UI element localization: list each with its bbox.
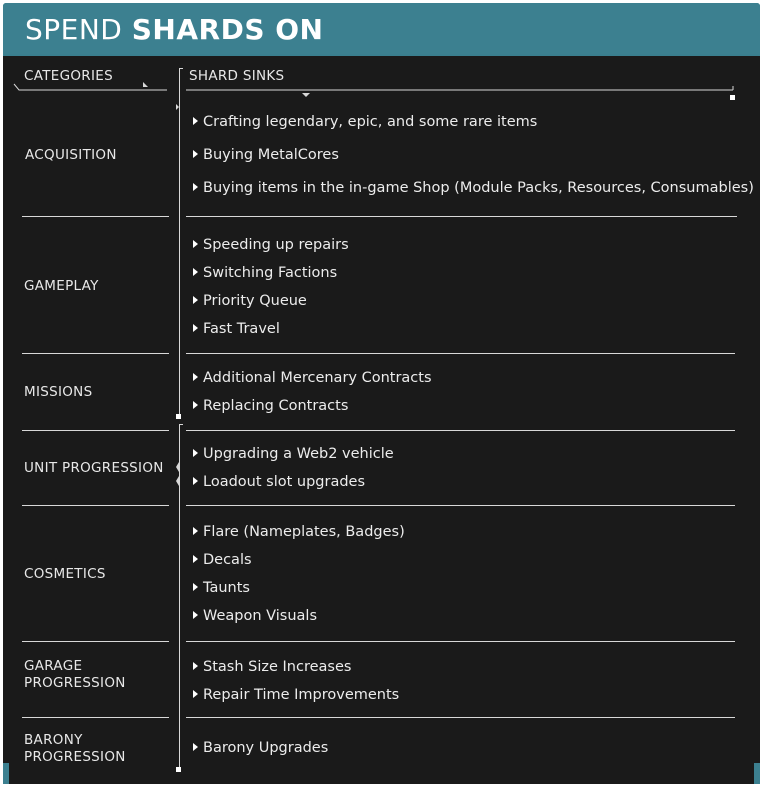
caret-right-icon <box>193 743 198 751</box>
caret-right-icon <box>193 240 198 248</box>
row-divider <box>22 430 169 431</box>
category-unit-progression: UNIT PROGRESSION <box>24 460 164 476</box>
caret-right-icon <box>193 449 198 457</box>
category-label-line: PROGRESSION <box>24 749 126 765</box>
caret-right-icon <box>193 611 198 619</box>
caret-right-icon <box>193 401 198 409</box>
list-item: Weapon Visuals <box>193 608 317 624</box>
column-header-shard-sinks: SHARD SINKS <box>189 68 285 84</box>
list-item: Crafting legendary, epic, and some rare items <box>193 114 537 130</box>
divider-end-marker <box>176 414 181 419</box>
list-item: Switching Factions <box>193 265 337 281</box>
caret-right-icon <box>193 662 198 670</box>
row-divider <box>22 717 169 718</box>
category-cosmetics: COSMETICS <box>24 566 106 582</box>
caret-right-icon <box>193 268 198 276</box>
row-divider <box>22 505 169 506</box>
category-garage-progression <box>24 658 126 692</box>
caret-right-icon <box>193 296 198 304</box>
header-end-marker <box>730 95 735 100</box>
category-gameplay: GAMEPLAY <box>24 278 99 294</box>
list-item: Upgrading a Web2 vehicle <box>193 446 394 462</box>
list-item: Flare (Nameplates, Badges) <box>193 524 405 540</box>
row-divider <box>186 717 735 718</box>
list-item: Replacing Contracts <box>193 398 348 414</box>
row-divider <box>186 216 737 217</box>
row-divider <box>186 505 735 506</box>
caret-right-icon <box>193 527 198 535</box>
caret-right-icon <box>193 477 198 485</box>
list-item: Buying MetalCores <box>193 147 339 163</box>
list-item: Taunts <box>193 580 250 596</box>
list-item: Stash Size Increases <box>193 659 351 675</box>
caret-right-icon <box>193 150 198 158</box>
caret-right-icon <box>193 117 198 125</box>
row-divider <box>186 430 735 431</box>
list-item: Additional Mercenary Contracts <box>193 370 432 386</box>
list-item: Decals <box>193 552 252 568</box>
divider-end-marker <box>176 767 181 772</box>
caret-right-icon <box>193 555 198 563</box>
row-divider <box>22 216 169 217</box>
page-title: SPEND SHARDS ON <box>25 13 324 46</box>
category-acquisition: ACQUISITION <box>25 147 117 163</box>
category-label-line: PROGRESSION <box>24 675 126 691</box>
list-item: Buying items in the in-game Shop (Module Packs, Resources, Consumables) <box>193 180 754 196</box>
row-divider <box>186 641 735 642</box>
list-item: Loadout slot upgrades <box>193 474 365 490</box>
row-divider <box>22 353 169 354</box>
column-header-categories: CATEGORIES <box>24 68 113 84</box>
caret-right-icon <box>193 324 198 332</box>
caret-right-icon <box>193 583 198 591</box>
row-divider <box>22 641 169 642</box>
list-item: Priority Queue <box>193 293 307 309</box>
caret-right-icon <box>193 373 198 381</box>
list-item: Repair Time Improvements <box>193 687 399 703</box>
list-item: Barony Upgrades <box>193 740 328 756</box>
category-label-line: GARAGE <box>24 658 83 674</box>
category-label-line: BARONY <box>24 732 83 748</box>
category-missions: MISSIONS <box>24 384 93 400</box>
caret-right-icon <box>193 183 198 191</box>
row-divider <box>186 353 735 354</box>
list-item: Fast Travel <box>193 321 280 337</box>
category-barony-progression <box>24 732 126 766</box>
caret-right-icon <box>193 690 198 698</box>
list-item: Speeding up repairs <box>193 237 349 253</box>
